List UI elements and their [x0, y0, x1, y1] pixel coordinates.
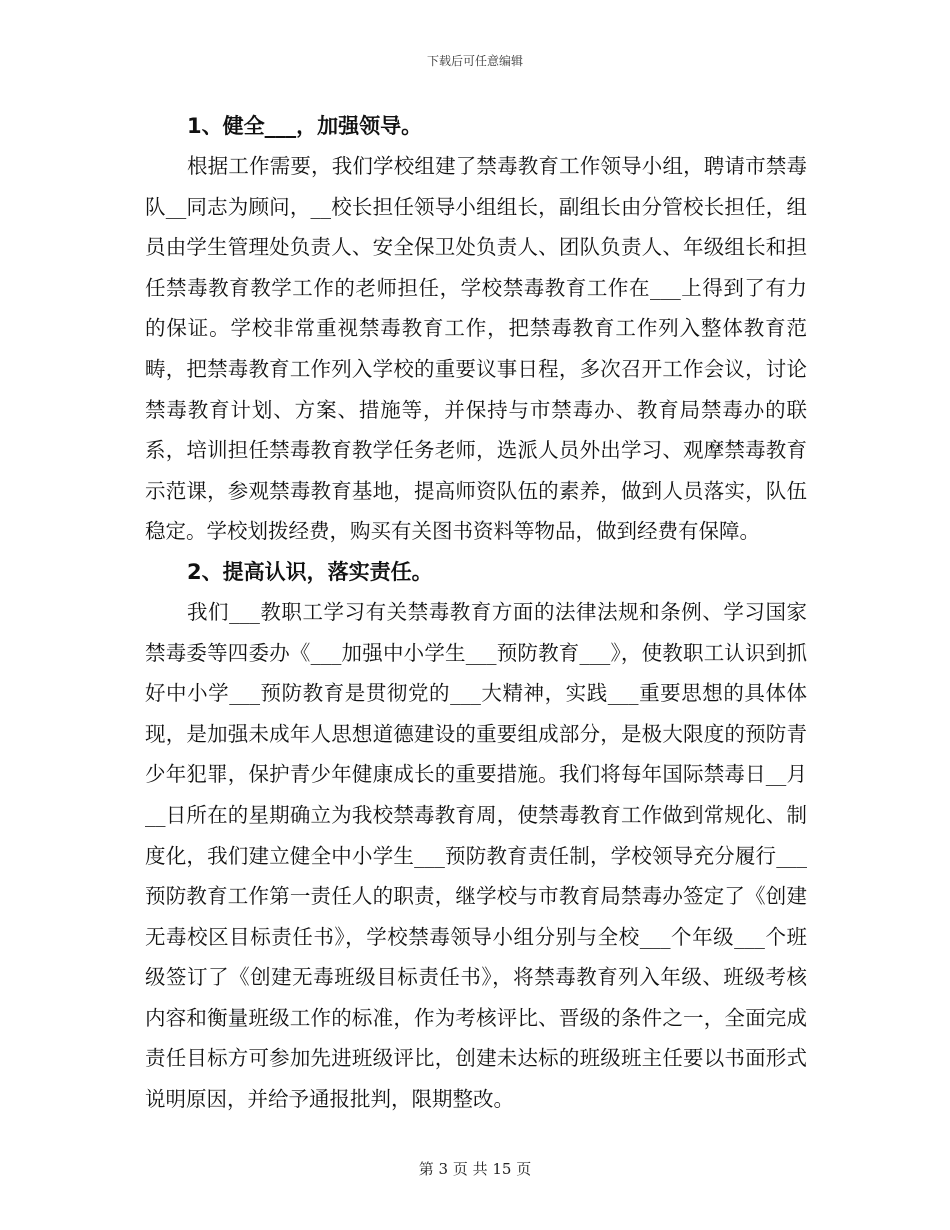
page-footer: 第 3 页 共 15 页	[418, 1160, 532, 1178]
section-paragraph-1: 根据工作需要，我们学校组建了禁毒教育工作领导小组，聘请市禁毒队__同志为顾问，__校长担任领导小组组长，副组长由分管校长担任，组员由学生管理处负责人、安全保卫处负责人、团队负责人、年级组长和担任禁毒教育教学工作的老师担任，学校禁毒教育工作在___上得到了有力的保证。学校非常重视禁毒教育工作，把禁毒教育工作列入整体教育范畴，把禁毒教育工作列入学校的重要议事日程，多次召开工作会议，讨论禁毒教育计划、方案、措施等，并保持与市禁毒办、教育局禁毒办的联系，培训担任禁毒教育教学任务老师，选派人员外出学习、观摩禁毒教育示范课，参观禁毒教育基地，提高师资队伍的素养，做到人员落实，队伍稳定。学校划拨经费，购买有关图书资料等物品，做到经费有保障。	[145, 154, 807, 544]
section-heading-2: 2、提高认识，落实责任。	[187, 559, 433, 584]
section-paragraph-2: 我们___教职工学习有关禁毒教育方面的法律法规和条例、学习国家禁毒委等四委办《___加强中小学生___预防教育___》，使教职工认识到抓好中小学___预防教育是贯彻党的___大精神，实践___重要思想的具体体现，是加强未成年人思想道德建设的重要组成部分，是极大限度的预防青少年犯罪，保护青少年健康成长的重要措施。我们将每年国际禁毒日__月__日所在的星期确立为我校禁毒教育周，使禁毒教育工作做到常规化、制度化，我们建立健全中小学生___预防教育责任制，学校领导充分履行___预防教育工作第一责任人的职责，继学校与市教育局禁毒办签定了《创建无毒校区目标责任书》，学校禁毒领导小组分别与全校___个年级___个班级签订了《创建无毒班级目标责任书》，将禁毒教育列入年级、班级考核内容和衡量班级工作的标准，作为考核评比、晋级的条件之一，全面完成责任目标方可参加先进班级评比，创建未达标的班级班主任要以书面形式说明原因，并给予通报批判，限期整改。	[145, 599, 807, 1112]
document-body	[145, 106, 807, 1120]
section-heading-1: 1、健全___，加强领导。	[187, 114, 423, 138]
page-header: 下载后可任意编辑	[426, 54, 523, 68]
